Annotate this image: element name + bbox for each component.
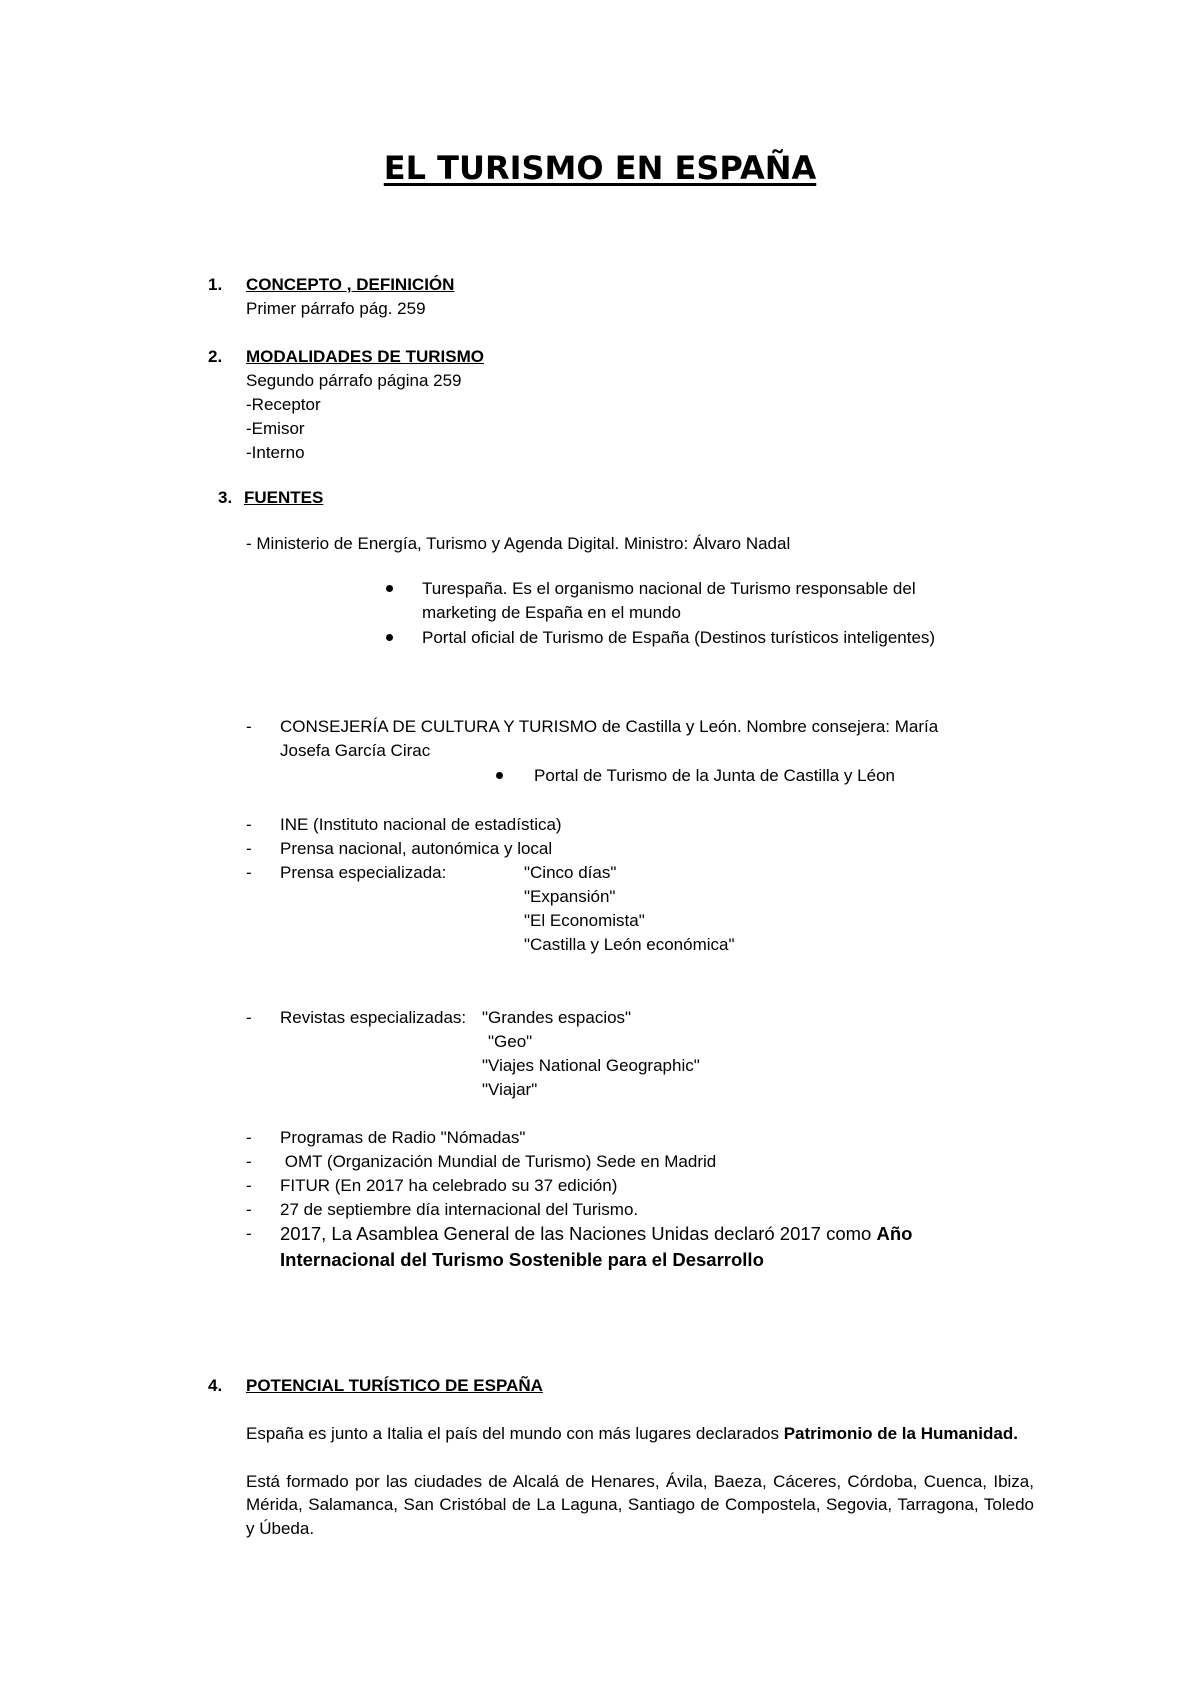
patrimonio-bold: Patrimonio de la Humanidad. bbox=[783, 1424, 1018, 1443]
ine-line: INE (Instituto nacional de estadística) bbox=[280, 815, 562, 834]
section-2-heading: MODALIDADES DE TURISMO bbox=[246, 347, 484, 366]
bullet-icon bbox=[386, 585, 393, 592]
omt-line: OMT (Organización Mundial de Turismo) Sede en Madrid bbox=[280, 1152, 717, 1171]
dash-marker: - bbox=[246, 1008, 252, 1027]
dia-turismo-line: 27 de septiembre día internacional del Turismo. bbox=[280, 1200, 639, 1219]
fitur-line: FITUR (En 2017 ha celebrado su 37 edición) bbox=[280, 1176, 618, 1195]
patrimonio-paragraph bbox=[246, 1422, 1034, 1445]
revista-item: "Viajes National Geographic" bbox=[482, 1056, 700, 1075]
revista-item: "Viajar" bbox=[482, 1080, 538, 1099]
ministerio-line: - Ministerio de Energía, Turismo y Agenda Digital. Ministro: Álvaro Nadal bbox=[246, 534, 791, 553]
bullet-icon bbox=[386, 634, 393, 641]
prensa-especializada-label: Prensa especializada: bbox=[280, 863, 447, 882]
section-1-number: 1. bbox=[208, 275, 223, 294]
section-2-line: -Interno bbox=[246, 443, 305, 462]
bullet-text: Portal oficial de Turismo de España (Destinos turísticos inteligentes) bbox=[422, 628, 936, 647]
prensa-item: "El Economista" bbox=[524, 911, 645, 930]
asamblea-bold: Año bbox=[876, 1223, 913, 1244]
prensa-line: Prensa nacional, autonómica y local bbox=[280, 839, 553, 858]
consejeria-line: CONSEJERÍA DE CULTURA Y TURISMO de Castilla y León. Nombre consejera: María bbox=[280, 717, 939, 736]
asamblea-text: 2017, La Asamblea General de las Naciones Unidas declaró 2017 como bbox=[280, 1223, 877, 1244]
dash-marker: - bbox=[246, 1176, 252, 1195]
dash-marker: - bbox=[246, 1128, 252, 1147]
bullet-text-continued: marketing de España en el mundo bbox=[422, 603, 681, 622]
prensa-item: "Cinco días" bbox=[524, 863, 617, 882]
section-3-heading: FUENTES bbox=[244, 488, 324, 507]
ciudades-paragraph: Está formado por las ciudades de Alcalá de Henares, Ávila, Baeza, Cáceres, Córdoba, Cuenca, Ibiza, Mérida, Salamanca, San Cristóbal de La Laguna, Santiago de Compostela, Segovia, Tarragona, Toledo y Úbeda. bbox=[246, 1472, 1034, 1538]
section-4-number: 4. bbox=[208, 1376, 223, 1395]
prensa-item: "Expansión" bbox=[524, 887, 616, 906]
asamblea-paragraph bbox=[280, 1221, 1034, 1272]
dash-marker: - bbox=[246, 1152, 252, 1171]
revistas-label: Revistas especializadas: bbox=[280, 1008, 467, 1027]
dash-marker: - bbox=[246, 839, 252, 858]
section-4-heading: POTENCIAL TURÍSTICO DE ESPAÑA bbox=[246, 1376, 543, 1395]
page-title: EL TURISMO EN ESPAÑA bbox=[383, 149, 817, 187]
bullet-icon bbox=[496, 772, 503, 779]
dash-marker: - bbox=[246, 1200, 252, 1219]
section-2-line: -Emisor bbox=[246, 419, 305, 438]
programas-line: Programas de Radio "Nómadas" bbox=[280, 1128, 526, 1147]
dash-marker: - bbox=[246, 863, 252, 882]
section-1-heading: CONCEPTO , DEFINICIÓN bbox=[246, 275, 455, 294]
section-2-number: 2. bbox=[208, 347, 223, 366]
prensa-item: "Castilla y León económica" bbox=[524, 935, 735, 954]
revista-item: "Grandes espacios" bbox=[482, 1008, 632, 1027]
section-2-line: Segundo párrafo página 259 bbox=[246, 371, 462, 390]
dash-marker: - bbox=[246, 1224, 252, 1243]
dash-marker: - bbox=[246, 717, 252, 736]
consejeria-line-continued: Josefa García Cirac bbox=[280, 741, 431, 760]
patrimonio-text: España es junto a Italia el país del mundo con más lugares declarados bbox=[246, 1424, 784, 1443]
section-1-text: Primer párrafo pág. 259 bbox=[246, 299, 426, 318]
dash-marker: - bbox=[246, 815, 252, 834]
section-3-number: 3. bbox=[218, 488, 233, 507]
section-2-line: -Receptor bbox=[246, 395, 321, 414]
asamblea-bold-line: Internacional del Turismo Sostenible para el Desarrollo bbox=[280, 1248, 764, 1270]
revista-item: "Geo" bbox=[488, 1032, 533, 1051]
bullet-text: Portal de Turismo de la Junta de Castilla y Léon bbox=[534, 766, 895, 785]
bullet-text: Turespaña. Es el organismo nacional de Turismo responsable del bbox=[422, 579, 916, 598]
